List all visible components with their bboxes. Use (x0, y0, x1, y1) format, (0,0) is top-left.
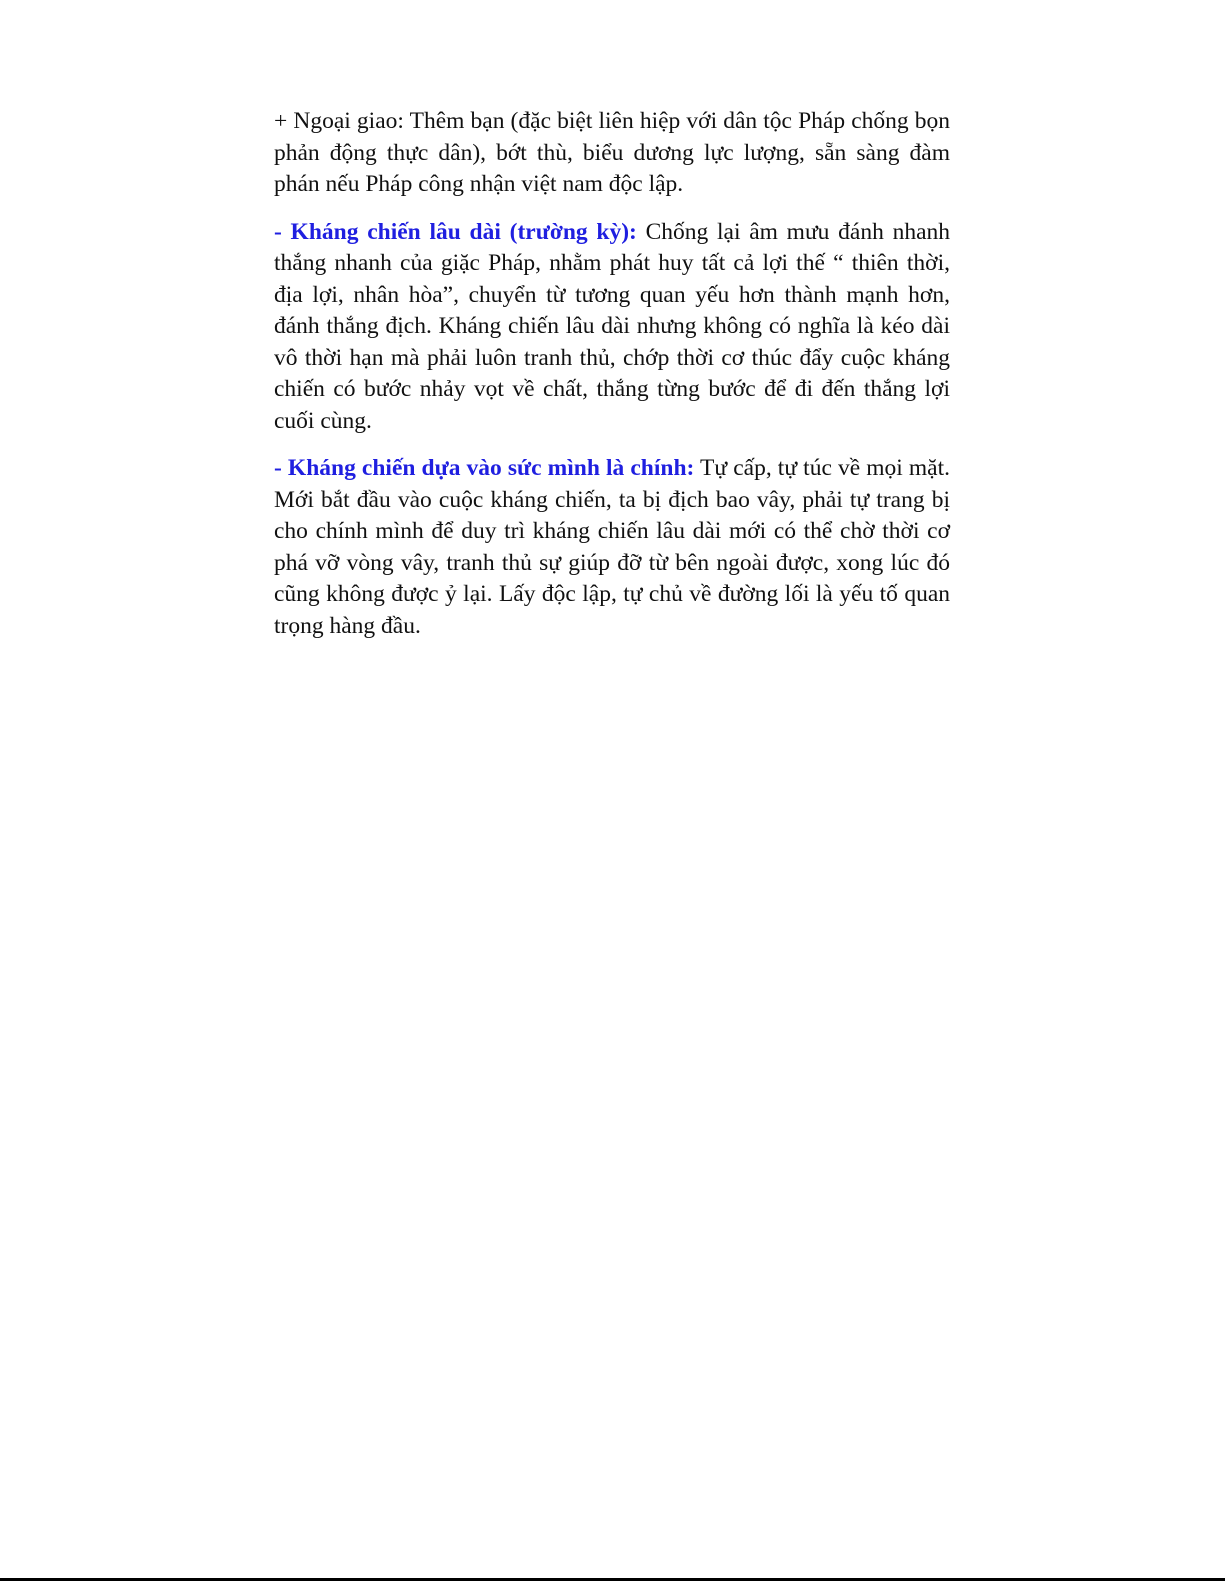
paragraph-diplomacy (274, 106, 950, 201)
paragraph-heading: - Kháng chiến lâu dài (trường kỳ): (274, 218, 637, 245)
document-body (274, 106, 950, 658)
paragraph-heading: - Kháng chiến dựa vào sức mình là chính: (274, 455, 695, 481)
page-bottom-border (0, 1578, 1225, 1581)
paragraph-body: Tự cấp, tự túc về mọi mặt. Mới bắt đầu vào cuộc kháng chiến, ta bị địch bao vây, phải tự trang bị cho chính mình để duy trì kháng chiến lâu dài mới có thể chờ thời cơ phá vỡ vòng vây, tranh thủ sự giúp đỡ từ bên ngoài được, xong lúc đó cũng không được ỷ lại. Lấy độc lập, tự chủ về đường lối là yếu tố quan trọng hàng đầu. (274, 455, 950, 639)
paragraph-body: Chống lại âm mưu đánh nhanh thắng nhanh của giặc Pháp, nhằm phát huy tất cả lợi thế “ thiên thời, địa lợi, nhân hòa”, chuyển từ tương quan yếu hơn thành mạnh hơn, đánh thắng địch. Kháng chiến lâu dài nhưng không có nghĩa là kéo dài vô thời hạn mà phải luôn tranh thủ, chớp thời cơ thúc đẩy cuộc kháng chiến có bước nhảy vọt về chất, thắng từng bước để đi đến thắng lợi cuối cùng. (274, 218, 950, 434)
paragraph-body: + Ngoại giao: Thêm bạn (đặc biệt liên hiệp với dân tộc Pháp chống bọn phản động thực dân), bớt thù, biểu dương lực lượng, sẵn sàng đàm phán nếu Pháp công nhận việt nam độc lập. (274, 108, 950, 197)
paragraph-long-resistance (274, 217, 950, 438)
paragraph-self-reliance (274, 453, 950, 642)
